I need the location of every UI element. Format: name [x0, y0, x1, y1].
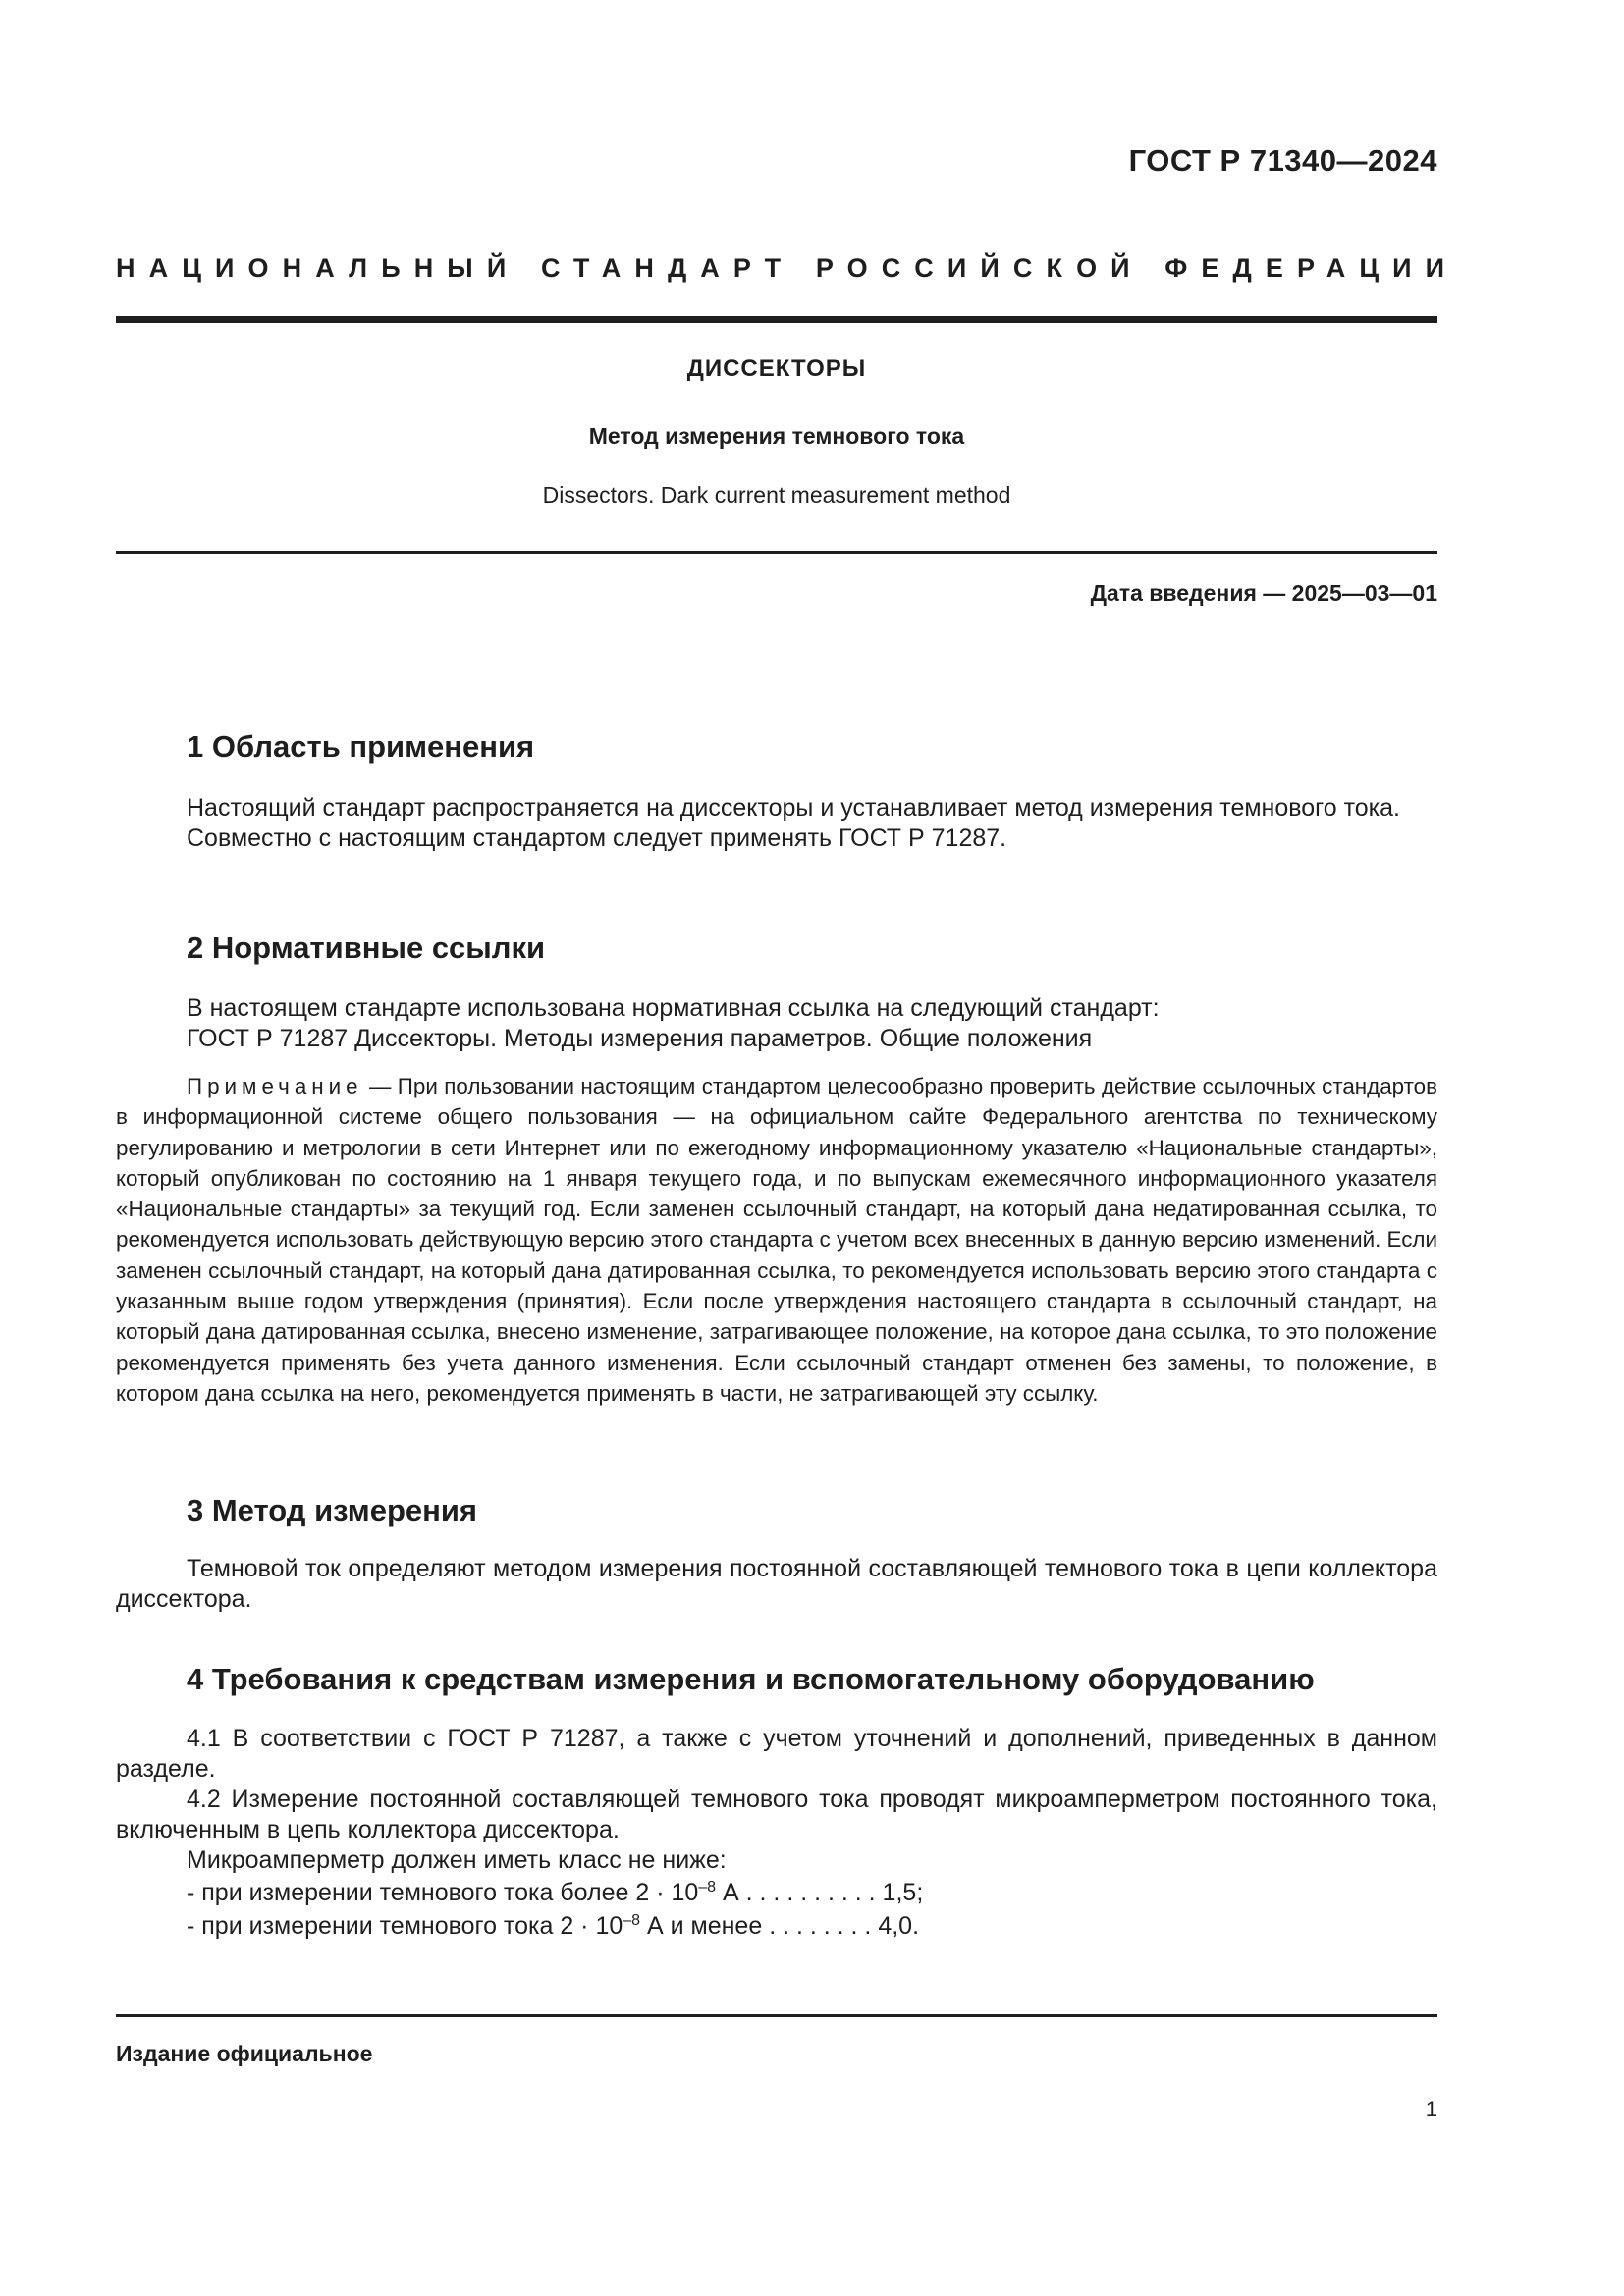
section-1-paragraph: Совместно с настоящим стандартом следует применять ГОСТ Р 71287.	[187, 825, 1007, 852]
exponent: –8	[698, 1879, 717, 1896]
gost-code: ГОСТ Р 71340—2024	[1128, 143, 1437, 178]
section-4-heading: 4 Требования к средствам измерения и вспомогательному оборудованию	[187, 1662, 1315, 1696]
national-standard-title: НАЦИОНАЛЬНЫЙ СТАНДАРТ РОССИЙСКОЙ ФЕДЕРАЦИИ	[116, 253, 1459, 283]
normative-reference: ГОСТ Р 71287 Диссекторы. Методы измерения параметров. Общие положения	[187, 1025, 1093, 1052]
section-2-heading: 2 Нормативные ссылки	[187, 931, 546, 965]
section-1-paragraph: Настоящий стандарт распространяется на диссекторы и устанавливает метод измерения темнового тока.	[187, 794, 1400, 822]
section-4-body	[116, 1724, 1437, 1845]
section-1-heading: 1 Область применения	[187, 729, 535, 764]
list-item: - при измерении темнового тока более $2 \cdot 10^{-8}$ А . . . . . . . . . . 1,5;	[187, 1879, 924, 1906]
exponent: –8	[623, 1912, 641, 1929]
section-2-intro: В настоящем стандарте использована нормативная ссылка на следующий стандарт:	[187, 994, 1160, 1022]
list-item: - при измерении темнового тока $2 \cdot 10^{-8}$ А и менее . . . . . . . . 4,0.	[187, 1912, 920, 1940]
official-edition-label: Издание официальное	[116, 2041, 373, 2066]
footer-rule	[116, 2014, 1437, 2017]
note-label: Примечание	[187, 1074, 363, 1098]
section-3-body	[116, 1554, 1437, 1615]
section-2-note	[116, 1071, 1437, 1409]
class-requirement-intro: Микроамперметр должен иметь класс не ниже:	[187, 1846, 727, 1874]
section-1-body	[116, 793, 1437, 854]
document-title: ДИССЕКТОРЫ	[686, 355, 867, 382]
note-text: — При пользовании настоящим стандартом целесообразно проверить действие ссылочных стандартов в информационной системе общего пользования — на официальном сайте Федерального агентства по техническому регулированию и метрологии в сети Интернет или по ежегодному информационному указателю «Национальные стандарты», который опубликован по состоянию на 1 января текущего года, и по выпускам ежемесячного информационного указателя «Национальные стандарты» за текущий год. Если заменен ссылочный стандарт, на который дана недатированная ссылка, то рекомендуется использовать действующую версию этого стандарта с учетом всех внесенных в данную версию изменений. Если заменен ссылочный стандарт, на который дана датированная ссылка, то рекомендуется использовать версию этого стандарта с указанным выше годом утверждения (принятия). Если после утверждения настоящего стандарта в ссылочный стандарт, на который дана датированная ссылка, внесено изменение, затрагивающее положение, на которое дана ссылка, то это положение рекомендуется применять без учета данного изменения. Если ссылочный стандарт отменен без замены, то положение, в котором дана ссылка на него, рекомендуется применять в части, не затрагивающей эту ссылку.	[116, 1074, 1437, 1406]
section-4-paragraph: 4.2 Измерение постоянной составляющей темнового тока проводят микроамперметром постоянного тока, включенным в цепь коллектора диссектора.	[116, 1786, 1437, 1843]
section-4-paragraph: 4.1 В соответствии с ГОСТ Р 71287, а также с учетом уточнений и дополнений, приведенных в данном разделе.	[116, 1725, 1437, 1783]
introduction-date: Дата введения — 2025—03—01	[1090, 580, 1437, 606]
document-subtitle: Метод измерения темнового тока	[588, 423, 965, 449]
title-rule	[116, 551, 1437, 554]
page-number: 1	[1425, 2097, 1437, 2121]
section-3-heading: 3 Метод измерения	[187, 1493, 478, 1527]
section-3-paragraph: Темновой ток определяют методом измерения постоянной составляющей темнового тока в цепи коллектора диссектора.	[116, 1555, 1437, 1613]
english-title: Dissectors. Dark current measurement method	[542, 482, 1011, 507]
header-rule	[116, 316, 1437, 323]
document-page	[116, 0, 1459, 2296]
